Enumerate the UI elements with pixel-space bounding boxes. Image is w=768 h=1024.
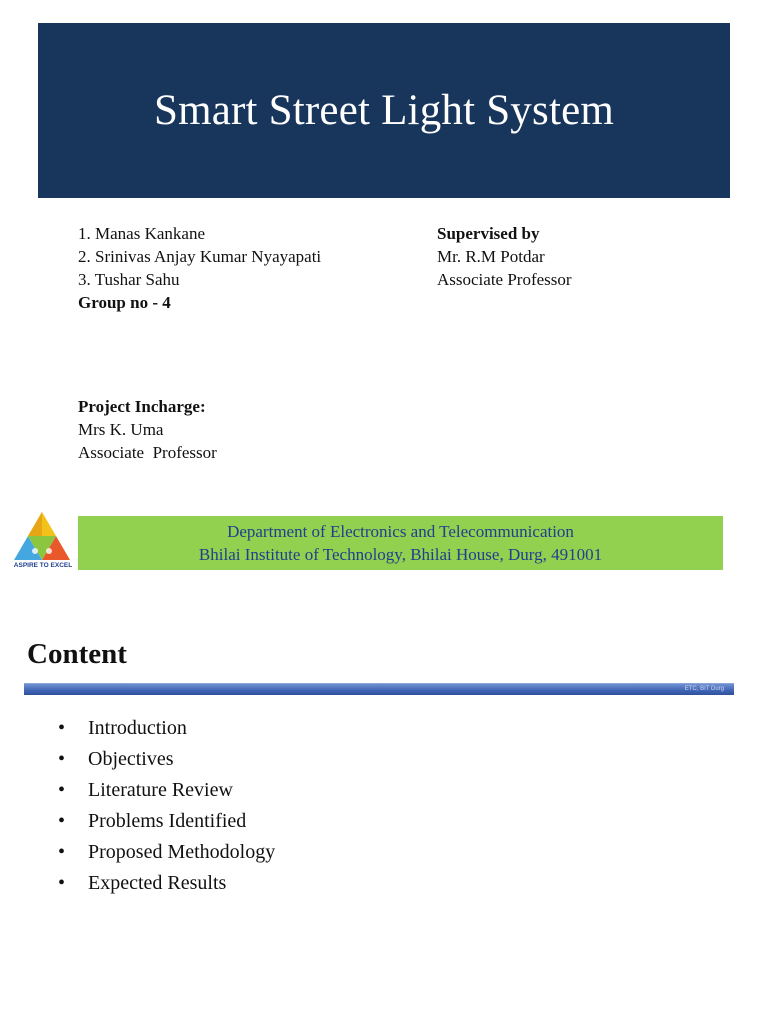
department-banner: [78, 516, 723, 570]
team-members: [78, 222, 321, 314]
list-item: [58, 745, 275, 776]
list-item-text: Literature Review: [88, 779, 233, 801]
list-item: [58, 714, 275, 745]
bullet-icon: •: [58, 810, 66, 832]
group-number: Group no - 4: [78, 293, 171, 312]
bullet-icon: •: [58, 872, 66, 894]
list-item: [58, 869, 275, 900]
incharge-designation: Associate Professor: [78, 443, 217, 462]
content-list: [58, 714, 275, 900]
bullet-icon: •: [58, 717, 66, 739]
list-item: [58, 838, 275, 869]
member-3: 3. Tushar Sahu: [78, 270, 180, 289]
bullet-icon: •: [58, 748, 66, 770]
department-name: Department of Electronics and Telecommunication: [227, 522, 574, 541]
institute-address: Bhilai Institute of Technology, Bhilai House, Durg, 491001: [198, 545, 603, 564]
list-item-text: Objectives: [88, 748, 174, 770]
supervisor-block: [437, 222, 572, 291]
list-item: [58, 776, 275, 807]
supervisor-name: Mr. R.M Potdar: [437, 247, 545, 266]
member-2: 2. Srinivas Anjay Kumar Nyayapati: [78, 247, 322, 266]
list-item-text: Problems Identified: [88, 810, 247, 832]
list-item: [58, 807, 275, 838]
incharge-name: Mrs K. Uma: [78, 420, 164, 439]
incharge-block: [78, 395, 217, 464]
logo-caption: [10, 558, 76, 570]
logo-caption-text: ASPIRE TO EXCEL: [13, 562, 73, 569]
content-heading: Content: [27, 638, 127, 670]
incharge-heading: Project Incharge:: [78, 397, 206, 416]
list-item-text: Expected Results: [88, 872, 227, 894]
list-item-text: Proposed Methodology: [88, 841, 276, 863]
slide-footer: ETC, BIT Durg: [684, 686, 724, 692]
list-item-text: Introduction: [88, 717, 187, 739]
title-banner: [38, 23, 730, 198]
member-1: 1. Manas Kankane: [78, 224, 205, 243]
bullet-icon: •: [58, 841, 66, 863]
bullet-icon: •: [58, 779, 66, 801]
supervisor-heading: Supervised by: [437, 224, 540, 243]
content-divider-bar: [24, 683, 734, 695]
supervisor-designation: Associate Professor: [437, 270, 572, 289]
slide-title: Smart Street Light System: [153, 87, 615, 134]
